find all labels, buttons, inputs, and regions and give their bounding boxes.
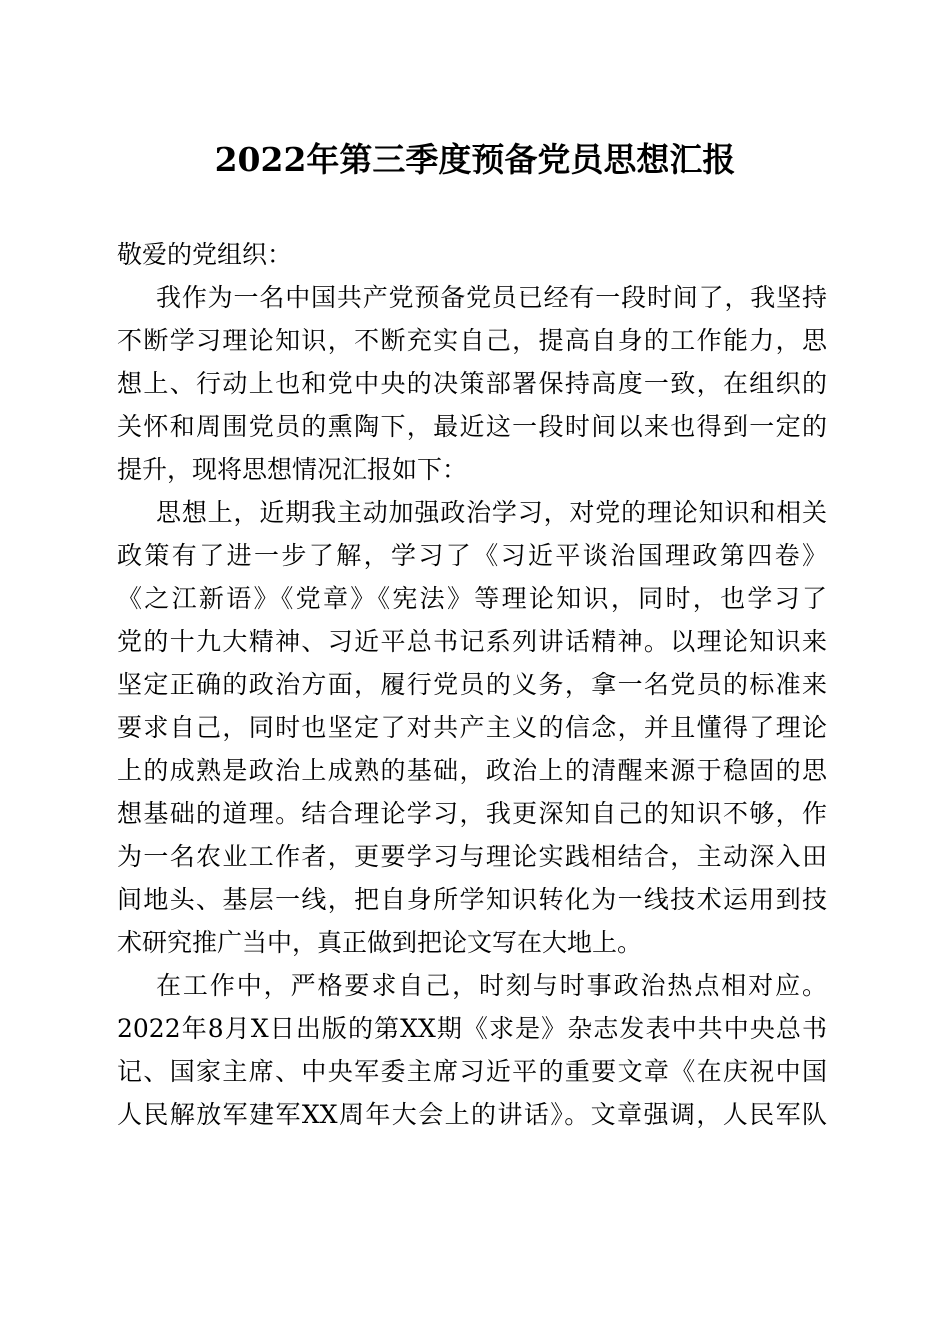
paragraph-line: 想基础的道理。结合理论学习，我更深知自己的知识不够，作	[117, 799, 827, 828]
paragraph-line: 提升，现将思想情况汇报如下：	[117, 455, 468, 484]
paragraph-line: 坚定正确的政治方面，履行党员的义务，拿一名党员的标准来	[117, 670, 827, 699]
paragraph-line: 术研究推广当中，真正做到把论文写在大地上。	[117, 928, 643, 957]
paragraph-line: 党的十九大精神、习近平总书记系列讲话精神。以理论知识来	[117, 627, 827, 656]
paragraph-line: 不断学习理论知识，不断充实自己，提高自身的工作能力，思	[117, 326, 827, 355]
paragraph-line: 我作为一名中国共产党预备党员已经有一段时间了，我坚持	[156, 283, 827, 312]
document-title: 2022年第三季度预备党员思想汇报	[214, 140, 736, 179]
paragraph-line: 思想上，近期我主动加强政治学习，对党的理论知识和相关	[156, 498, 827, 527]
paragraph-line: 关怀和周围党员的熏陶下，最近这一段时间以来也得到一定的	[117, 412, 827, 441]
paragraph-line: 人民解放军建军XX周年大会上的讲话》。文章强调，人民军队	[117, 1100, 827, 1129]
paragraph-line: 上的成熟是政治上成熟的基础，政治上的清醒来源于稳固的思	[117, 756, 827, 785]
paragraph-3	[117, 964, 827, 1136]
document-body	[117, 233, 827, 1136]
paragraph-line: 记、国家主席、中央军委主席习近平的重要文章《在庆祝中国	[117, 1057, 827, 1086]
paragraph-line: 要求自己，同时也坚定了对共产主义的信念，并且懂得了理论	[117, 713, 827, 742]
paragraph-1	[117, 276, 827, 491]
paragraph-line: 《之江新语》《党章》《宪法》等理论知识，同时，也学习了	[117, 584, 827, 613]
paragraph-line: 想上、行动上也和党中央的决策部署保持高度一致，在组织的	[117, 369, 827, 398]
paragraph-line: 间地头、基层一线，把自身所学知识转化为一线技术运用到技	[117, 885, 827, 914]
salutation: 敬爱的党组织：	[117, 240, 293, 269]
paragraph-line: 2022年8月X日出版的第XX期《求是》杂志发表中共中央总书	[117, 1014, 827, 1043]
paragraph-line: 为一名农业工作者，更要学习与理论实践相结合，主动深入田	[117, 842, 827, 871]
paragraph-line: 在工作中，严格要求自己，时刻与时事政治热点相对应。	[156, 971, 827, 1000]
paragraph-2	[117, 491, 827, 964]
paragraph-line: 政策有了进一步了解，学习了《习近平谈治国理政第四卷》	[117, 541, 827, 570]
